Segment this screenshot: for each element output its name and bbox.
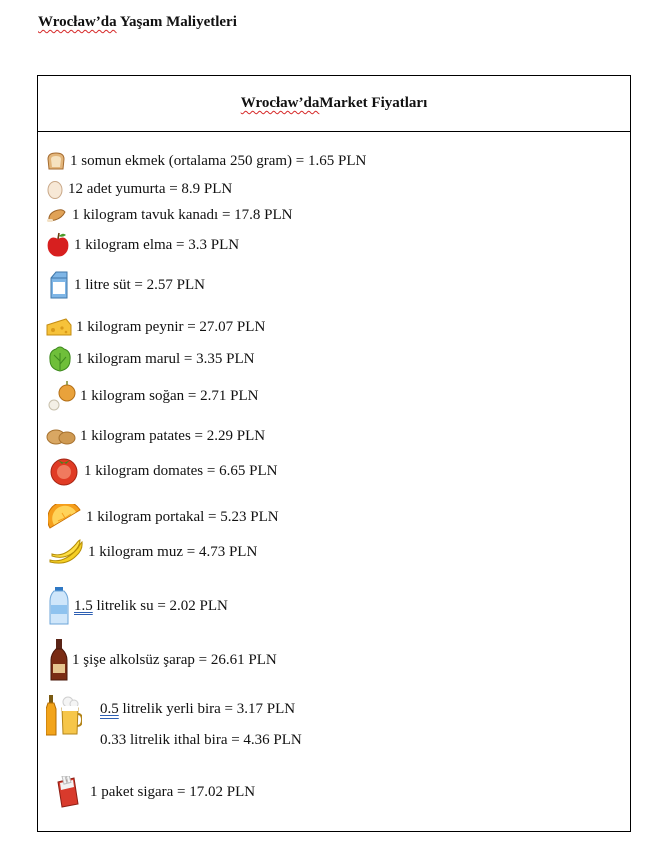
item-text-second: 0.33 litrelik ithal bira = 4.36 PLN bbox=[100, 732, 302, 748]
chicken-wing-icon bbox=[46, 206, 68, 224]
water-bottle-icon bbox=[48, 586, 70, 626]
list-item-water bbox=[48, 586, 228, 626]
item-text: 1 paket sigara = 17.02 PLN bbox=[90, 783, 256, 800]
list-item-tomatoes bbox=[48, 456, 277, 486]
list-item-milk bbox=[48, 270, 205, 300]
item-volume: 0.5 bbox=[100, 701, 119, 717]
item-text: 1 kilogram elma = 3.3 PLN bbox=[74, 236, 240, 253]
milk-carton-icon bbox=[48, 270, 70, 300]
apple-icon bbox=[46, 232, 70, 258]
item-text: 1 kilogram portakal = 5.23 PLN bbox=[86, 508, 279, 525]
list-item-chicken bbox=[46, 206, 293, 224]
wine-bottle-icon bbox=[50, 639, 68, 681]
list-item-beer bbox=[46, 694, 302, 756]
list-item-oranges bbox=[48, 504, 279, 530]
beer-price-lines bbox=[100, 694, 302, 756]
item-text: 1 somun ekmek (ortalama 250 gram) = 1.65 PLN bbox=[70, 152, 367, 169]
item-text-rest: litrelik yerli bira = 3.17 PLN bbox=[118, 701, 296, 717]
page-title-rest: Yaşam Maliyetleri bbox=[116, 14, 237, 30]
egg-icon bbox=[46, 179, 64, 199]
item-text bbox=[74, 598, 228, 615]
list-item-bread bbox=[46, 152, 366, 170]
tomato-icon bbox=[48, 456, 80, 486]
list-item-lettuce bbox=[48, 345, 254, 373]
item-text: 1 kilogram patates = 2.29 PLN bbox=[80, 427, 266, 444]
item-text: 1 kilogram peynir = 27.07 PLN bbox=[76, 318, 266, 335]
item-text bbox=[100, 694, 302, 725]
item-text: 1 kilogram marul = 3.35 PLN bbox=[76, 350, 255, 367]
list-item-eggs bbox=[46, 179, 232, 199]
item-text-rest: litrelik su = 2.02 PLN bbox=[92, 597, 228, 614]
banana-icon bbox=[48, 538, 84, 566]
cheese-icon bbox=[46, 317, 72, 337]
item-text: 12 adet yumurta = 8.9 PLN bbox=[68, 180, 233, 197]
item-text: 1 kilogram soğan = 2.71 PLN bbox=[80, 387, 259, 404]
lettuce-icon bbox=[48, 345, 72, 373]
list-item-onion bbox=[48, 381, 258, 411]
orange-slice-icon bbox=[48, 504, 82, 530]
list-item-apple bbox=[46, 232, 239, 258]
cigarette-pack-icon bbox=[54, 776, 80, 808]
page-title bbox=[38, 14, 237, 31]
onion-icon bbox=[48, 381, 76, 411]
table-header-rest: Market Fiyatları bbox=[319, 95, 428, 111]
list-item-potatoes bbox=[46, 426, 265, 446]
item-text: 1 şişe alkolsüz şarap = 26.61 PLN bbox=[72, 651, 277, 668]
bread-icon bbox=[46, 152, 66, 170]
item-text: 1 kilogram domates = 6.65 PLN bbox=[84, 462, 278, 479]
price-table bbox=[37, 75, 631, 832]
potato-icon bbox=[46, 426, 76, 446]
list-item-cigarettes bbox=[54, 776, 255, 808]
table-header-city: Wrocław’da bbox=[240, 95, 320, 111]
item-text: 1 kilogram tavuk kanadı = 17.8 PLN bbox=[72, 206, 293, 223]
table-header bbox=[38, 76, 630, 132]
item-text: 1 kilogram muz = 4.73 PLN bbox=[88, 543, 258, 560]
item-text: 1 litre süt = 2.57 PLN bbox=[74, 276, 205, 293]
list-item-cheese bbox=[46, 317, 265, 337]
list-item-bananas bbox=[48, 538, 257, 566]
item-volume: 1.5 bbox=[74, 597, 93, 614]
beer-icon bbox=[46, 694, 82, 736]
page-title-city: Wrocław’da bbox=[38, 14, 117, 30]
list-item-wine bbox=[50, 639, 277, 681]
